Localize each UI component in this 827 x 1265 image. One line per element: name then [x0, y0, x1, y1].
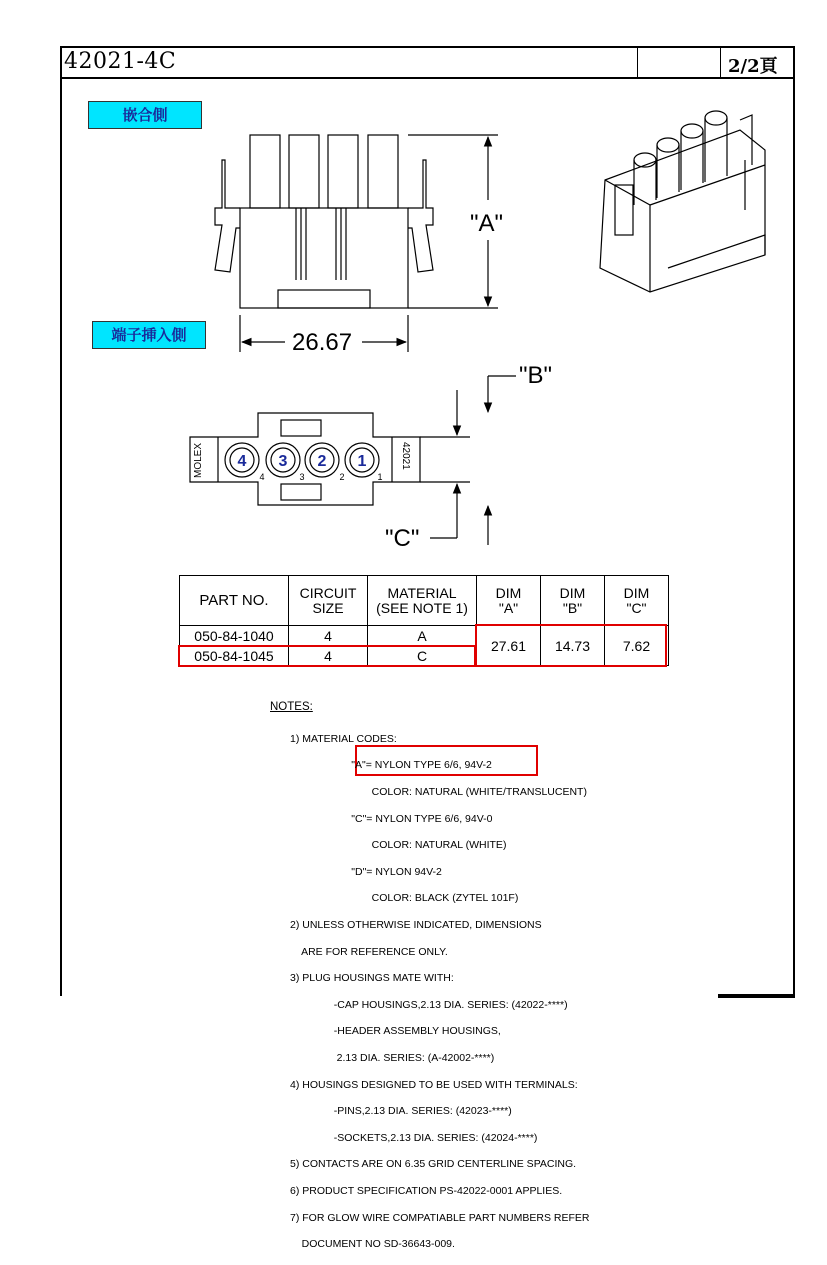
material-code: A — [368, 626, 477, 646]
header-material: MATERIAL (SEE NOTE 1) — [376, 584, 468, 616]
front-view — [215, 135, 433, 308]
note-line: -HEADER ASSEMBLY HOUSINGS, — [290, 1025, 501, 1038]
highlight-row-box — [178, 645, 476, 667]
note-line: COLOR: NATURAL (WHITE/TRANSLUCENT) — [290, 786, 587, 799]
note-line: 5) CONTACTS ARE ON 6.35 GRID CENTERLINE SPACING. — [290, 1158, 577, 1171]
terminal-side-tag: 端子挿入側 — [92, 321, 206, 349]
molex-mark: MOLEX — [193, 442, 204, 478]
circuit-size: 4 — [289, 626, 368, 646]
dim-a-label: "A" — [470, 210, 504, 237]
note-line: 2.13 DIA. SERIES: (A-42002-****) — [290, 1052, 495, 1065]
header-dim-b: DIM "B" — [559, 584, 586, 616]
note-line: 1) MATERIAL CODES: — [290, 732, 397, 745]
dim-a-value: 27.61 — [477, 626, 541, 666]
note-line: ARE FOR REFERENCE ONLY. — [290, 945, 448, 958]
note-line: -SOCKETS,2.13 DIA. SERIES: (42024-****) — [290, 1131, 538, 1144]
end-view — [190, 413, 420, 505]
dim-b-value: 14.73 — [541, 626, 605, 666]
dim-c-label: "C" — [385, 525, 420, 552]
table-header — [605, 576, 669, 626]
pin-mark: 4 — [259, 472, 265, 482]
header-dim-a: DIM "A" — [495, 584, 522, 616]
dim-bc-lines — [420, 376, 516, 545]
circuit-number: 1 — [357, 453, 367, 470]
mating-side-tag: 嵌合側 — [88, 101, 202, 129]
dim-c-value: 7.62 — [605, 626, 669, 666]
circuit-size: 4 — [289, 646, 368, 666]
note-line: "D"= NYLON 94V-2 — [290, 865, 442, 878]
note-line: 2) UNLESS OTHERWISE INDICATED, DIMENSIONS — [290, 919, 542, 932]
highlight-dims-box — [475, 624, 667, 667]
circuit-number: 3 — [278, 453, 288, 470]
dim-b-label: "B" — [519, 362, 553, 389]
page-number: 2/2頁 — [728, 56, 778, 77]
notes-title: NOTES: — [270, 701, 313, 714]
circuit-number: 4 — [237, 453, 247, 470]
dim-width-label: 26.67 — [292, 329, 353, 356]
part-number: 050-84-1040 — [180, 626, 289, 646]
note-line: 3) PLUG HOUSINGS MATE WITH: — [290, 972, 454, 985]
pin-mark: 3 — [299, 472, 305, 482]
circuit-number: 2 — [317, 453, 327, 470]
header-circuit-size: CIRCUIT SIZE — [299, 584, 357, 616]
note-line: -PINS,2.13 DIA. SERIES: (42023-****) — [290, 1105, 512, 1118]
note-line: -CAP HOUSINGS,2.13 DIA. SERIES: (42022-****) — [290, 998, 568, 1011]
note-line: DOCUMENT NO SD-36643-009. — [290, 1238, 455, 1251]
note-line: COLOR: BLACK (ZYTEL 101F) — [290, 892, 519, 905]
part-number: 050-84-1045 — [180, 646, 289, 666]
note-line: 4) HOUSINGS DESIGNED TO BE USED WITH TERMINALS: — [290, 1078, 578, 1091]
note-line: COLOR: NATURAL (WHITE) — [290, 839, 507, 852]
pin-mark: 1 — [377, 472, 383, 482]
table-header — [289, 576, 368, 626]
note-line: "C"= NYLON TYPE 6/6, 94V-0 — [290, 812, 493, 825]
table-header — [368, 576, 477, 626]
note-line: 6) PRODUCT SPECIFICATION PS-42022-0001 APPLIES. — [290, 1184, 563, 1197]
pin-mark: 2 — [339, 472, 345, 482]
part-title: 42021-4C — [64, 49, 177, 74]
note-line: "A"= NYLON TYPE 6/6, 94V-2 — [290, 759, 492, 772]
material-code: C — [368, 646, 477, 666]
table-header — [477, 576, 541, 626]
notes-block — [270, 688, 589, 1265]
note-line: 7) FOR GLOW WIRE COMPATIABLE PART NUMBERS REFER — [290, 1211, 590, 1224]
table-header: PART NO. — [180, 576, 289, 626]
table-header — [541, 576, 605, 626]
header-dim-c: DIM "C" — [623, 584, 650, 616]
series-mark: 42021 — [400, 442, 411, 470]
isometric-view — [600, 111, 765, 292]
